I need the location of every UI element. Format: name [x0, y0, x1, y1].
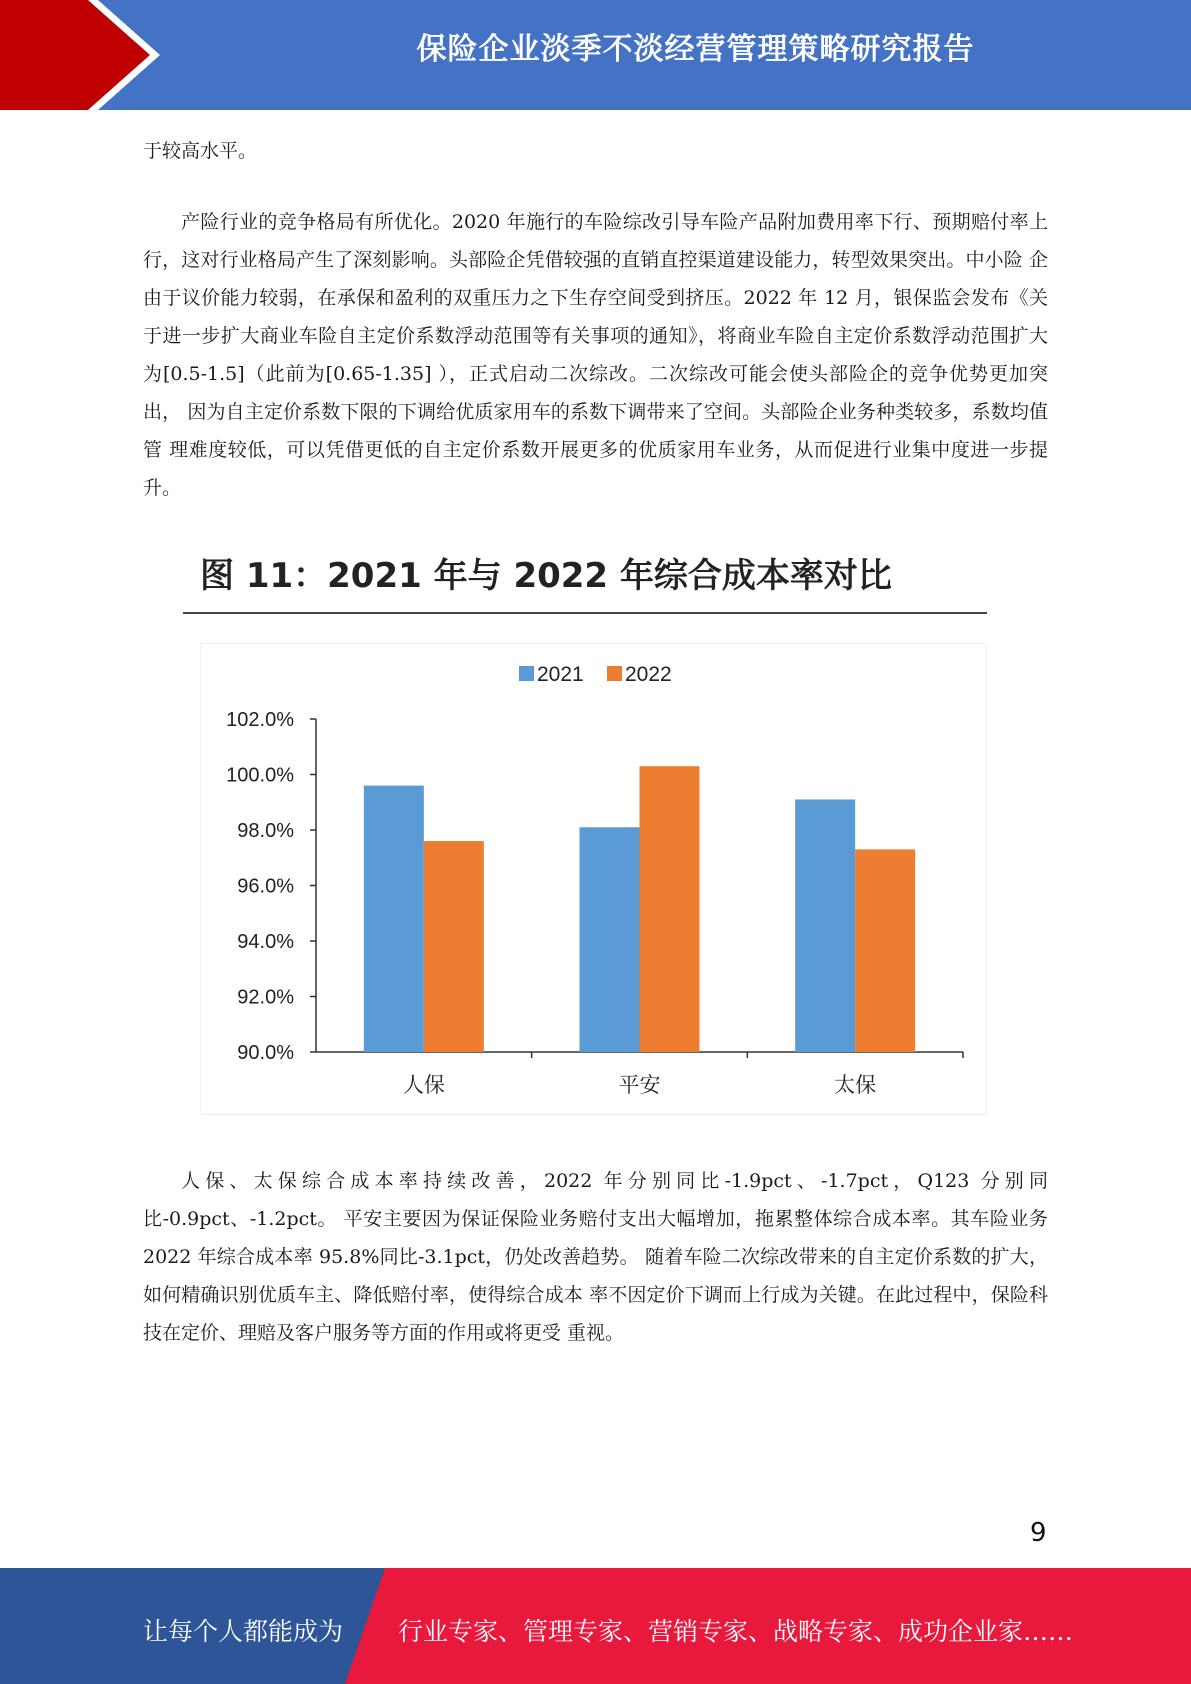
report-title: 保险企业淡季不淡经营管理策略研究报告	[416, 32, 975, 67]
paragraph-analysis: 人保、太保综合成本率持续改善，2022 年分别同比-1.9pct、-1.7pct，Q123 分别同比-0.9pct、-1.2pct。 平安主要因为保证保险业务赔付支出大幅增加，拖累整体综合成本率。其车险业务 2022 年综合成本率 95.8%同比-3.1pct，仍处改善趋势。 随着车险二次综改带来的自主定价系数的扩大，如何精确识别优质车主、降低赔付率，使得综合成本 率不因定价下调而上行成为关键。在此过程中，保险科技在定价、理赔及客户服务等方面的作用或将更受 重视。	[143, 1170, 1048, 1344]
y-tick-label: 92.0%	[237, 986, 294, 1009]
page-number: 9	[1030, 1518, 1047, 1548]
bar-2022-太保	[855, 849, 915, 1052]
figure-title: 图 11：2021 年与 2022 年综合成本率对比	[200, 556, 892, 596]
page-header	[0, 0, 1191, 110]
bar-2021-太保	[795, 799, 855, 1052]
y-tick-label: 94.0%	[237, 931, 294, 953]
bar-2021-人保	[364, 786, 424, 1052]
legend-swatch-2021	[519, 666, 534, 681]
y-tick-label: 96.0%	[237, 875, 294, 898]
y-tick-label: 90.0%	[237, 1042, 294, 1064]
x-category-label: 人保	[402, 1073, 445, 1097]
legend-label-2022: 2022	[625, 663, 672, 686]
legend-swatch-2022	[607, 666, 622, 681]
footer-slogan-left: 让每个人都能成为	[143, 1617, 344, 1646]
y-tick-label: 102.0%	[226, 709, 294, 731]
y-tick-label: 98.0%	[237, 820, 294, 842]
header-arrow-decoration	[0, 0, 200, 110]
paragraph-intro: 于较高水平。	[143, 140, 258, 162]
paragraph-competition: 产险行业的竞争格局有所优化。2020 年施行的车险综改引导车险产品附加费用率下行、预期赔付率上 行，这对行业格局产生了深刻影响。头部险企凭借较强的直销直控渠道建设能力，转型效果突出。中小险 企由于议价能力较弱，在承保和盈利的双重压力之下生存空间受到挤压。2022 年 12 月，银保监会发布《关 于进一步扩大商业车险自主定价系数浮动范围等有关事项的通知》，将商业车险自主定价系数浮动范围扩大 为[0.5-1.5]（此前为[0.65-1.35] ），正式启动二次综改。二次综改可能会使头部险企的竞争优势更加突出， 因为自主定价系数下限的下调给优质家用车的系数下调带来了空间。头部险企业务种类较多，系数均值管 理难度较低，可以凭借更低的自主定价系数开展更多的优质家用车业务，从而促进行业集中度进一步提升。	[143, 211, 1048, 499]
bar-2021-平安	[580, 827, 640, 1052]
bar-2022-人保	[424, 841, 484, 1052]
y-tick-label: 100.0%	[226, 764, 294, 787]
x-category-label: 太保	[834, 1073, 877, 1097]
bar-2022-平安	[640, 766, 700, 1052]
legend-label-2021: 2021	[537, 663, 584, 686]
footer-slogan-right: 行业专家、管理专家、营销专家、战略专家、成功企业家……	[398, 1617, 1074, 1646]
chart-svg	[201, 644, 986, 1114]
cost-ratio-chart	[200, 643, 987, 1115]
x-category-label: 平安	[618, 1073, 661, 1097]
figure-title-rule	[183, 612, 987, 614]
